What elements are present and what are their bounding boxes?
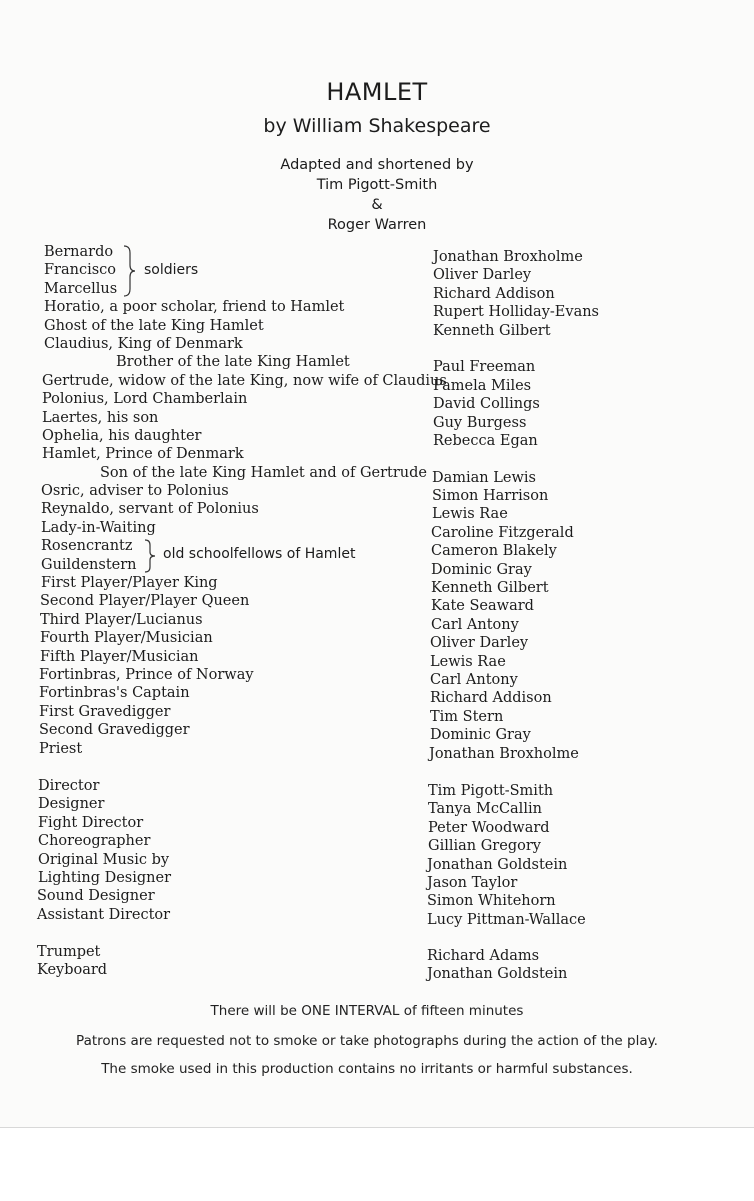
crew-role: Designer: [38, 796, 105, 813]
role-name: Claudius, King of Denmark: [44, 335, 243, 352]
role-description: Brother of the late King Hamlet: [116, 354, 350, 371]
role-name: Bernardo: [44, 244, 114, 260]
interval-note: There will be ONE INTERVAL of fifteen minutes: [210, 1003, 524, 1019]
smoking-note: Patrons are requested not to smoke or take photographs during the action of the play.: [76, 1033, 658, 1049]
actor-name: Guy Burgess: [433, 414, 527, 431]
role-name: First Gravedigger: [39, 703, 171, 720]
role-name: Third Player/Lucianus: [40, 611, 203, 628]
actor-name: Kenneth Gilbert: [431, 580, 549, 597]
smoke-effects-note: The smoke used in this production contains no irritants or harmful substances.: [101, 1061, 633, 1077]
role-name: Guildenstern: [41, 556, 137, 573]
actor-name: Simon Harrison: [432, 488, 549, 505]
actor-name: Cameron Blakely: [431, 543, 557, 560]
crew-name: Tim Pigott-Smith: [428, 783, 554, 799]
crew-name: Jason Taylor: [427, 874, 518, 891]
role-name: Second Player/Player Queen: [40, 593, 250, 610]
musician-name: Richard Adams: [427, 948, 540, 964]
actor-name: Oliver Darley: [433, 267, 532, 284]
actor-name: Dominic Gray: [431, 561, 532, 578]
cast-actors-column: [429, 248, 599, 763]
crew-roles-column: [38, 777, 171, 924]
actor-name: Kenneth Gilbert: [433, 322, 551, 339]
soldiers-group: [44, 243, 447, 298]
musician-names-column: [427, 947, 567, 984]
actor-name: Carl Antony: [430, 671, 518, 688]
actor-name: Damian Lewis: [432, 469, 536, 486]
brace-icon: [122, 245, 136, 297]
spacer: [433, 340, 599, 358]
role-name: Marcellus: [44, 280, 118, 297]
crew-role: Fight Director: [38, 814, 144, 831]
crew-role: Original Music by: [38, 851, 170, 868]
role-name: Reynaldo, servant of Polonius: [41, 501, 259, 518]
actor-name: Richard Addison: [430, 690, 552, 707]
role-name: Fortinbras's Captain: [39, 685, 190, 702]
actor-name: Dominic Gray: [430, 727, 531, 744]
role-name: Ghost of the late King Hamlet: [44, 317, 264, 334]
actor-name: Rupert Holliday-Evans: [433, 304, 599, 321]
page-bottom-margin: [0, 1127, 754, 1201]
actor-name: Richard Addison: [433, 285, 555, 302]
adapter-name: Roger Warren: [327, 217, 427, 233]
schoolfellows-label: old schoolfellows of Hamlet: [163, 546, 356, 563]
crew-role: Assistant Director: [37, 906, 171, 923]
role-name: Rosencrantz: [41, 538, 133, 555]
crew-name: Simon Whitehorn: [427, 893, 556, 910]
ampersand: &: [371, 197, 383, 213]
actor-name: Rebecca Egan: [433, 432, 538, 449]
role-name: Gertrude, widow of the late King, now wife of Claudius: [42, 372, 447, 389]
adapted-label: Adapted and shortened by: [280, 157, 474, 173]
actor-name: Jonathan Broxholme: [429, 745, 579, 762]
role-name: Priest: [39, 740, 83, 757]
crew-role: Sound Designer: [37, 888, 155, 905]
role-name: Laertes, his son: [42, 409, 159, 426]
soldiers-label: soldiers: [144, 262, 199, 278]
role-name: Polonius, Lord Chamberlain: [42, 391, 248, 408]
actor-name: Oliver Darley: [430, 635, 529, 652]
musician-role: Keyboard: [37, 962, 108, 979]
actor-name: Caroline Fitzgerald: [431, 524, 574, 541]
role-name: Horatio, a poor scholar, friend to Hamlet: [44, 299, 345, 316]
actor-name: Carl Antony: [431, 616, 519, 633]
role-name: Hamlet, Prince of Denmark: [42, 446, 244, 463]
crew-name: Gillian Gregory: [428, 838, 541, 855]
play-title: HAMLET: [326, 78, 428, 106]
musician-roles-column: [37, 943, 107, 980]
role-name: Second Gravedigger: [39, 722, 190, 739]
crew-name: Peter Woodward: [428, 819, 550, 836]
crew-name: Lucy Pittman-Wallace: [427, 911, 586, 928]
actor-name: Kate Seaward: [431, 598, 534, 615]
crew-name: Tanya McCallin: [428, 801, 542, 818]
actor-name: Tim Stern: [430, 708, 504, 725]
role-name: Ophelia, his daughter: [42, 427, 202, 444]
actor-name: Lewis Rae: [430, 653, 506, 670]
role-name: Fifth Player/Musician: [40, 648, 199, 665]
crew-names-column: [428, 782, 586, 929]
adapter-name: Tim Pigott-Smith: [316, 177, 438, 193]
author-byline: by William Shakespeare: [263, 115, 491, 137]
actor-name: Paul Freeman: [433, 359, 536, 376]
actor-name: David Collings: [433, 396, 540, 413]
cast-roles-column: [39, 243, 447, 758]
role-name: First Player/Player King: [41, 575, 218, 592]
schoolfellows-group: [41, 537, 447, 574]
role-name: Fourth Player/Musician: [40, 630, 213, 647]
role-name: Osric, adviser to Polonius: [41, 483, 229, 500]
role-name: Fortinbras, Prince of Norway: [39, 666, 254, 683]
musician-name: Jonathan Goldstein: [427, 966, 568, 983]
actor-name: Pamela Miles: [433, 377, 532, 394]
crew-role: Lighting Designer: [38, 869, 171, 886]
adaptation-credit: [0, 155, 754, 235]
role-name: Francisco: [44, 262, 117, 279]
crew-role: Choreographer: [38, 833, 151, 850]
crew-name: Jonathan Goldstein: [427, 856, 568, 873]
spacer: [433, 450, 599, 468]
actor-name: Jonathan Broxholme: [433, 249, 583, 265]
brace-icon: [143, 539, 157, 573]
role-description: Son of the late King Hamlet and of Gertrude: [100, 464, 428, 481]
role-name: Lady-in-Waiting: [41, 519, 156, 536]
actor-name: Lewis Rae: [432, 506, 508, 523]
crew-role: Director: [38, 778, 100, 794]
musician-role: Trumpet: [37, 944, 101, 960]
